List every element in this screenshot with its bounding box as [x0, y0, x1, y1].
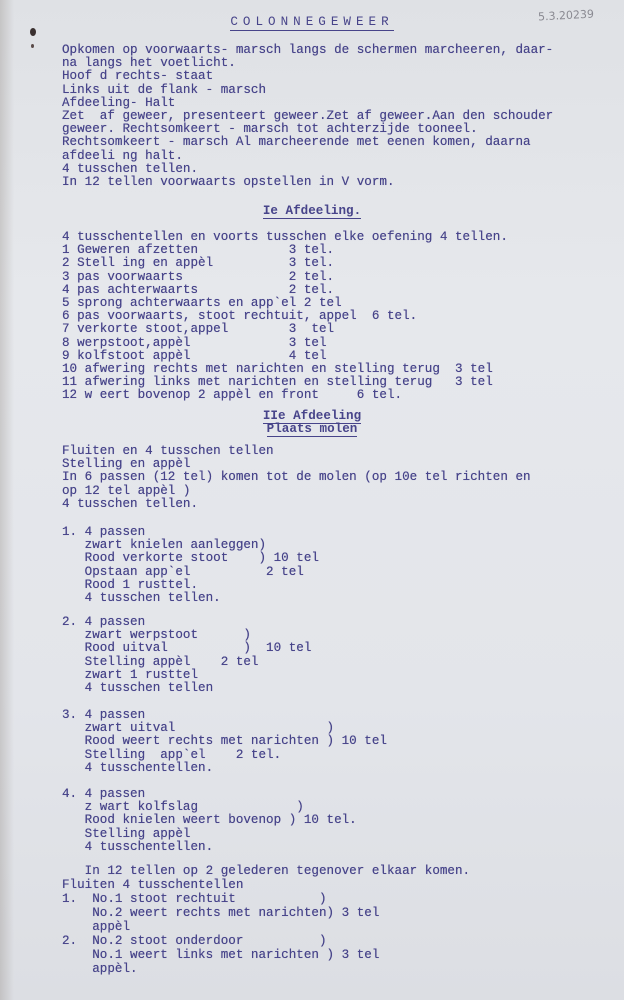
section2-exercise-4 [62, 788, 357, 854]
text-line: zwart uitval ) [62, 721, 335, 736]
text-line: No.1 weert links met narichten ) 3 tel [62, 948, 380, 962]
section2-final [62, 864, 470, 976]
text-line: Opstaan app`el 2 tel [62, 564, 304, 579]
text-line: 4 tusschentellen. [62, 839, 214, 854]
text-line: 9 kolfstoot appèl 4 tel [62, 348, 327, 363]
text-line: afdeeli ng halt. [62, 148, 183, 163]
text-line: 4 tusschentellen en voorts tusschen elke oefening 4 tellen. [62, 230, 508, 244]
text-line: zwart knielen aanleggen) [62, 538, 267, 553]
text-line: Stelling app`el 2 tel. [62, 747, 282, 762]
section1-exercises [62, 231, 508, 402]
text-line: 4. 4 passen [62, 787, 146, 801]
section1-heading [0, 205, 624, 218]
document-title [0, 15, 624, 29]
text-line: No.2 weert rechts met narichten) 3 tel [62, 906, 380, 920]
text-line: zwart 1 rusttel [62, 667, 199, 682]
text-line: Fluiten 4 tusschentellen [62, 878, 244, 892]
text-line: Rood weert rechts met narichten ) 10 tel [62, 734, 387, 749]
text-line: Rood uitval ) 10 tel [62, 641, 312, 656]
section2-intro [62, 445, 531, 511]
text-line: 4 tusschentellen. [62, 760, 214, 775]
text-line: Stelling en appèl [62, 457, 191, 472]
text-line: 12 w eert bovenop 2 appèl en front 6 tel. [62, 388, 403, 403]
title-text: COLONNEGEWEER [230, 15, 394, 29]
text-line: 4 tusschen tellen. [62, 496, 199, 511]
text-line: Links uit de flank - marsch [62, 82, 267, 97]
text-line: 6 pas voorwaarts, stoot rechtuit, appel 6 tel. [62, 309, 418, 324]
text-line: 2 Stell ing en appèl 3 tel. [62, 256, 335, 271]
text-line: Rood 1 rusttel. [62, 577, 199, 592]
text-line: In 12 tellen voorwaarts opstellen in V vorm. [62, 174, 395, 189]
text-line: 1. No.1 stoot rechtuit ) [62, 892, 327, 906]
text-line: 1. 4 passen [62, 525, 146, 539]
text-line: appèl. [62, 962, 138, 976]
paper-edge-shadow [0, 0, 14, 1000]
text-line: z wart kolfslag ) [62, 800, 304, 815]
section2-heading-text: IIe Afdeeling [262, 409, 362, 423]
archive-number: 5.3.20239 [537, 7, 595, 24]
text-line: Fluiten en 4 tusschen tellen [62, 444, 274, 458]
text-line: In 12 tellen op 2 gelederen tegenover elkaar komen. [62, 864, 471, 878]
text-line: Stelling appèl 2 tel [62, 654, 259, 669]
text-line: 4 tusschen tellen. [62, 590, 221, 605]
text-line: 2. No.2 stoot onderdoor ) [62, 934, 327, 948]
intro-block [62, 44, 553, 189]
section2-exercise-3 [62, 709, 387, 775]
text-line: 5 sprong achterwaarts en app`el 2 tel [62, 295, 342, 310]
text-line: 2. 4 passen [62, 615, 146, 629]
text-line: geweer. Rechtsomkeert - marsch tot achterzijde tooneel. [62, 122, 478, 137]
section2-subheading-text: Plaats molen [266, 422, 358, 437]
ink-blot [31, 44, 34, 48]
text-line: In 6 passen (12 tel) komen tot de molen (op 10e tel richten en [62, 470, 531, 485]
text-line: 10 afwering rechts met narichten en stelling terug 3 tel [62, 361, 493, 376]
text-line: Stelling appèl [62, 826, 191, 841]
text-line: 1 Geweren afzetten 3 tel. [62, 243, 335, 258]
text-line: 3. 4 passen [62, 708, 146, 722]
text-line: zwart werpstoot ) [62, 628, 251, 643]
text-line: Rood verkorte stoot ) 10 tel [62, 551, 319, 566]
text-line: Hoof d rechts- staat [62, 69, 214, 84]
section2-exercise-2 [62, 616, 311, 695]
text-line: 4 tusschen tellen [62, 680, 214, 695]
text-line: Opkomen op voorwaarts- marsch langs de schermen marcheeren, daar- [62, 43, 554, 57]
text-line: 3 pas voorwaarts 2 tel. [62, 269, 335, 284]
text-line: Rood knielen weert bovenop ) 10 tel. [62, 813, 357, 828]
text-line: op 12 tel appèl ) [62, 483, 191, 498]
text-line: 4 tusschen tellen. [62, 161, 199, 176]
ink-blot [30, 28, 36, 36]
text-line: 7 verkorte stoot,appel 3 tel [62, 322, 335, 337]
text-line: 11 afwering links met narichten en stelling terug 3 tel [62, 375, 493, 390]
text-line: Rechtsomkeert - marsch Al marcheerende met eenen komen, daarna [62, 135, 531, 150]
text-line: 8 werpstoot,appèl 3 tel [62, 335, 327, 350]
text-line: 4 pas achterwaarts 2 tel. [62, 282, 335, 297]
section1-heading-text: Ie Afdeeling. [262, 204, 362, 218]
text-line: appèl [62, 920, 131, 934]
text-line: Zet af geweer, presenteert geweer.Zet af geweer.Aan den schouder [62, 108, 554, 123]
text-line: na langs het voetlicht. [62, 56, 236, 71]
section2-exercise-1 [62, 526, 319, 605]
text-line: Afdeeling- Halt [62, 95, 176, 110]
section2-heading [0, 410, 624, 436]
